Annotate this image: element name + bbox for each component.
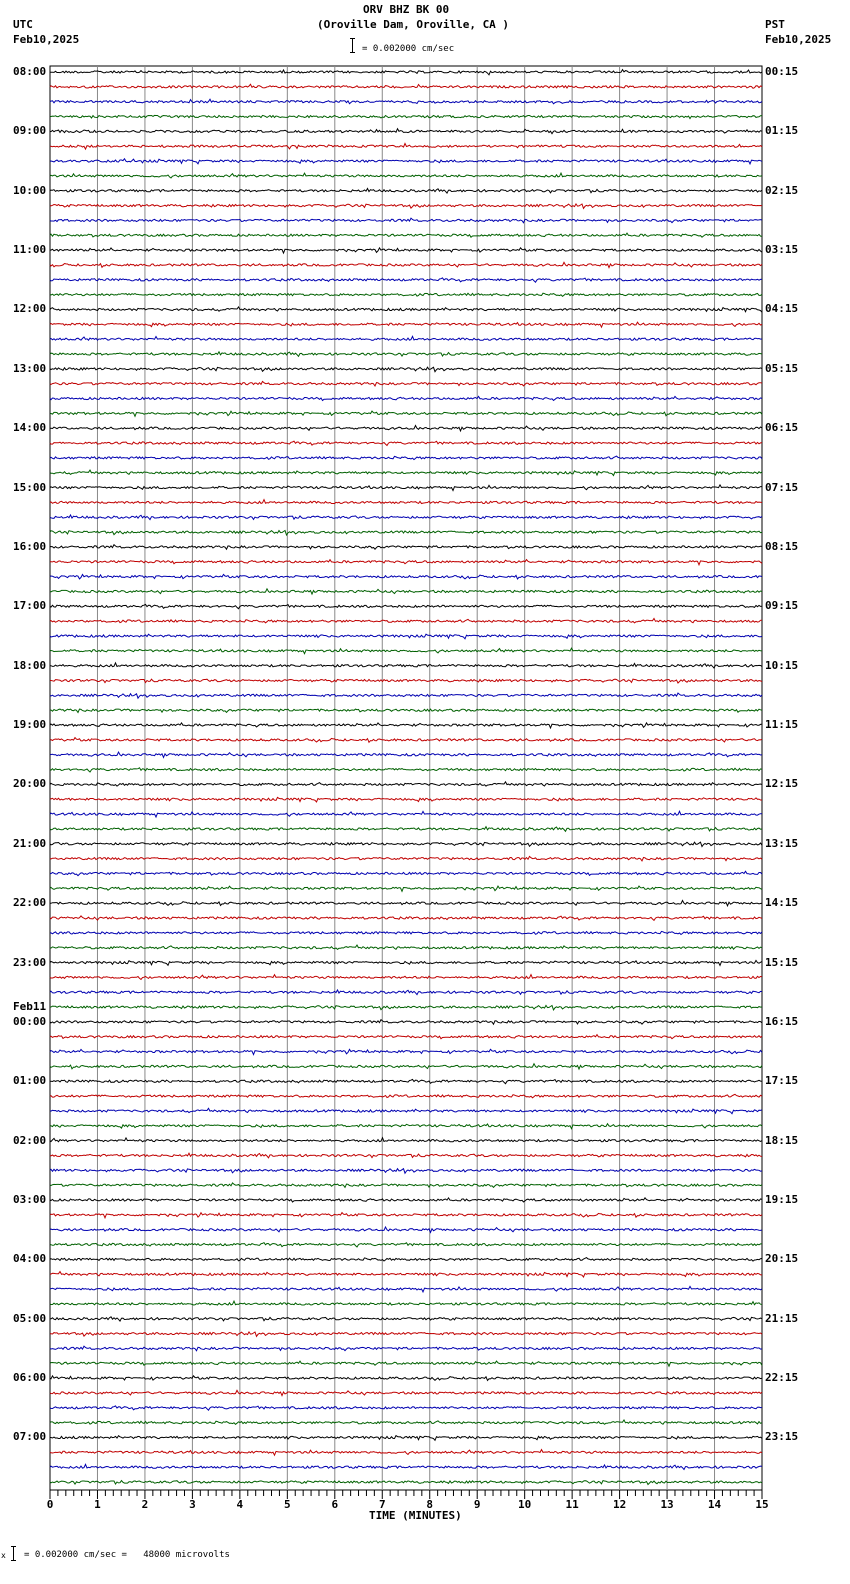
x-tick-label: 6 (331, 1498, 339, 1511)
utc-hour-label: 03:00 (13, 1193, 47, 1206)
pst-hour-label: 16:15 (765, 1014, 799, 1028)
utc-hour-label: 10:00 (13, 183, 47, 197)
pst-hour-label: 02:15 (765, 183, 799, 197)
pst-hour-label: 17:15 (765, 1074, 799, 1088)
pst-hour-label: 20:15 (765, 1252, 799, 1266)
pst-hour-label: 12:15 (765, 777, 799, 791)
utc-hour-label: 19:00 (13, 718, 47, 732)
footer-scale-text: = 0.002000 cm/sec = 48000 microvolts (24, 1550, 230, 1560)
pst-hour-label: 10:15 (765, 658, 799, 672)
x-tick-label: 13 (660, 1498, 674, 1511)
pst-hour-label: 22:15 (765, 1371, 799, 1385)
pst-hour-label: 01:15 (765, 124, 799, 138)
pst-hour-label: 11:15 (765, 718, 799, 732)
x-tick-label: 8 (426, 1498, 434, 1511)
footer-scale-bar-icon (11, 1546, 16, 1561)
x-tick-label: 0 (46, 1498, 54, 1511)
utc-hour-label: 11:00 (13, 243, 47, 257)
utc-hour-label: 14:00 (13, 421, 47, 435)
utc-hour-label: 23:00 (13, 955, 47, 969)
pst-hour-label: 06:15 (765, 421, 799, 435)
footer-marker: x (1, 1551, 6, 1560)
right-timezone: PST (765, 18, 785, 31)
utc-hour-label: 22:00 (13, 896, 47, 910)
left-date: Feb10,2025 (13, 33, 80, 46)
pst-hour-label: 07:15 (765, 480, 799, 494)
utc-hour-label: 09:00 (13, 124, 47, 138)
pst-hour-label: 13:15 (765, 836, 799, 850)
utc-hour-label: 16:00 (13, 539, 47, 553)
x-tick-label: 10 (518, 1498, 532, 1511)
x-tick-label: 9 (473, 1498, 481, 1511)
x-tick-label: 4 (236, 1498, 244, 1511)
x-tick-label: 3 (189, 1498, 196, 1511)
pst-hour-label: 00:15 (765, 65, 799, 78)
utc-hour-label: 20:00 (13, 777, 47, 791)
pst-hour-label: 23:15 (765, 1430, 799, 1444)
utc-hour-label: 01:00 (13, 1074, 47, 1088)
pst-hour-label: 15:15 (765, 955, 799, 969)
utc-hour-label: 18:00 (13, 658, 47, 672)
x-tick-label: 5 (284, 1498, 291, 1511)
utc-hour-label: 21:00 (13, 836, 47, 850)
utc-hour-label: 12:00 (13, 302, 47, 316)
pst-hour-label: 19:15 (765, 1193, 799, 1206)
utc-hour-label: 06:00 (13, 1371, 47, 1385)
x-tick-label: 15 (755, 1498, 769, 1511)
utc-hour-label: 05:00 (13, 1311, 47, 1325)
x-tick-label: 2 (141, 1498, 149, 1511)
utc-hour-label: 00:00 (13, 1014, 47, 1028)
pst-hour-label: 14:15 (765, 896, 799, 910)
pst-hour-label: 21:15 (765, 1311, 799, 1325)
scale-text: = 0.002000 cm/sec (362, 44, 455, 54)
x-tick-label: 11 (565, 1498, 579, 1511)
utc-hour-label: 15:00 (13, 480, 47, 494)
pst-hour-label: 18:15 (765, 1133, 799, 1147)
pst-hour-label: 05:15 (765, 361, 799, 375)
pst-hour-label: 09:15 (765, 599, 799, 613)
utc-hour-label: 07:00 (13, 1430, 47, 1444)
pst-hour-label: 08:15 (765, 539, 799, 553)
x-tick-label: 12 (612, 1498, 627, 1511)
utc-hour-label: 13:00 (13, 361, 47, 375)
pst-hour-label: 03:15 (765, 243, 799, 257)
x-tick-label: 14 (707, 1498, 722, 1511)
station-location: (Oroville Dam, Oroville, CA ) (317, 18, 510, 31)
utc-hour-label: 02:00 (13, 1133, 47, 1147)
x-tick-label: 1 (94, 1498, 101, 1511)
date-change-label: Feb11 (13, 999, 47, 1013)
x-axis-title: TIME (MINUTES) (369, 1509, 462, 1522)
left-timezone: UTC (13, 18, 33, 31)
right-date: Feb10,2025 (765, 33, 832, 46)
utc-hour-label: 08:00 (13, 65, 47, 78)
station-title: ORV BHZ BK 00 (363, 3, 450, 16)
utc-hour-label: 17:00 (13, 599, 47, 613)
utc-hour-label: 04:00 (13, 1252, 47, 1266)
x-tick-label: 7 (378, 1498, 386, 1511)
pst-hour-label: 04:15 (765, 302, 799, 316)
